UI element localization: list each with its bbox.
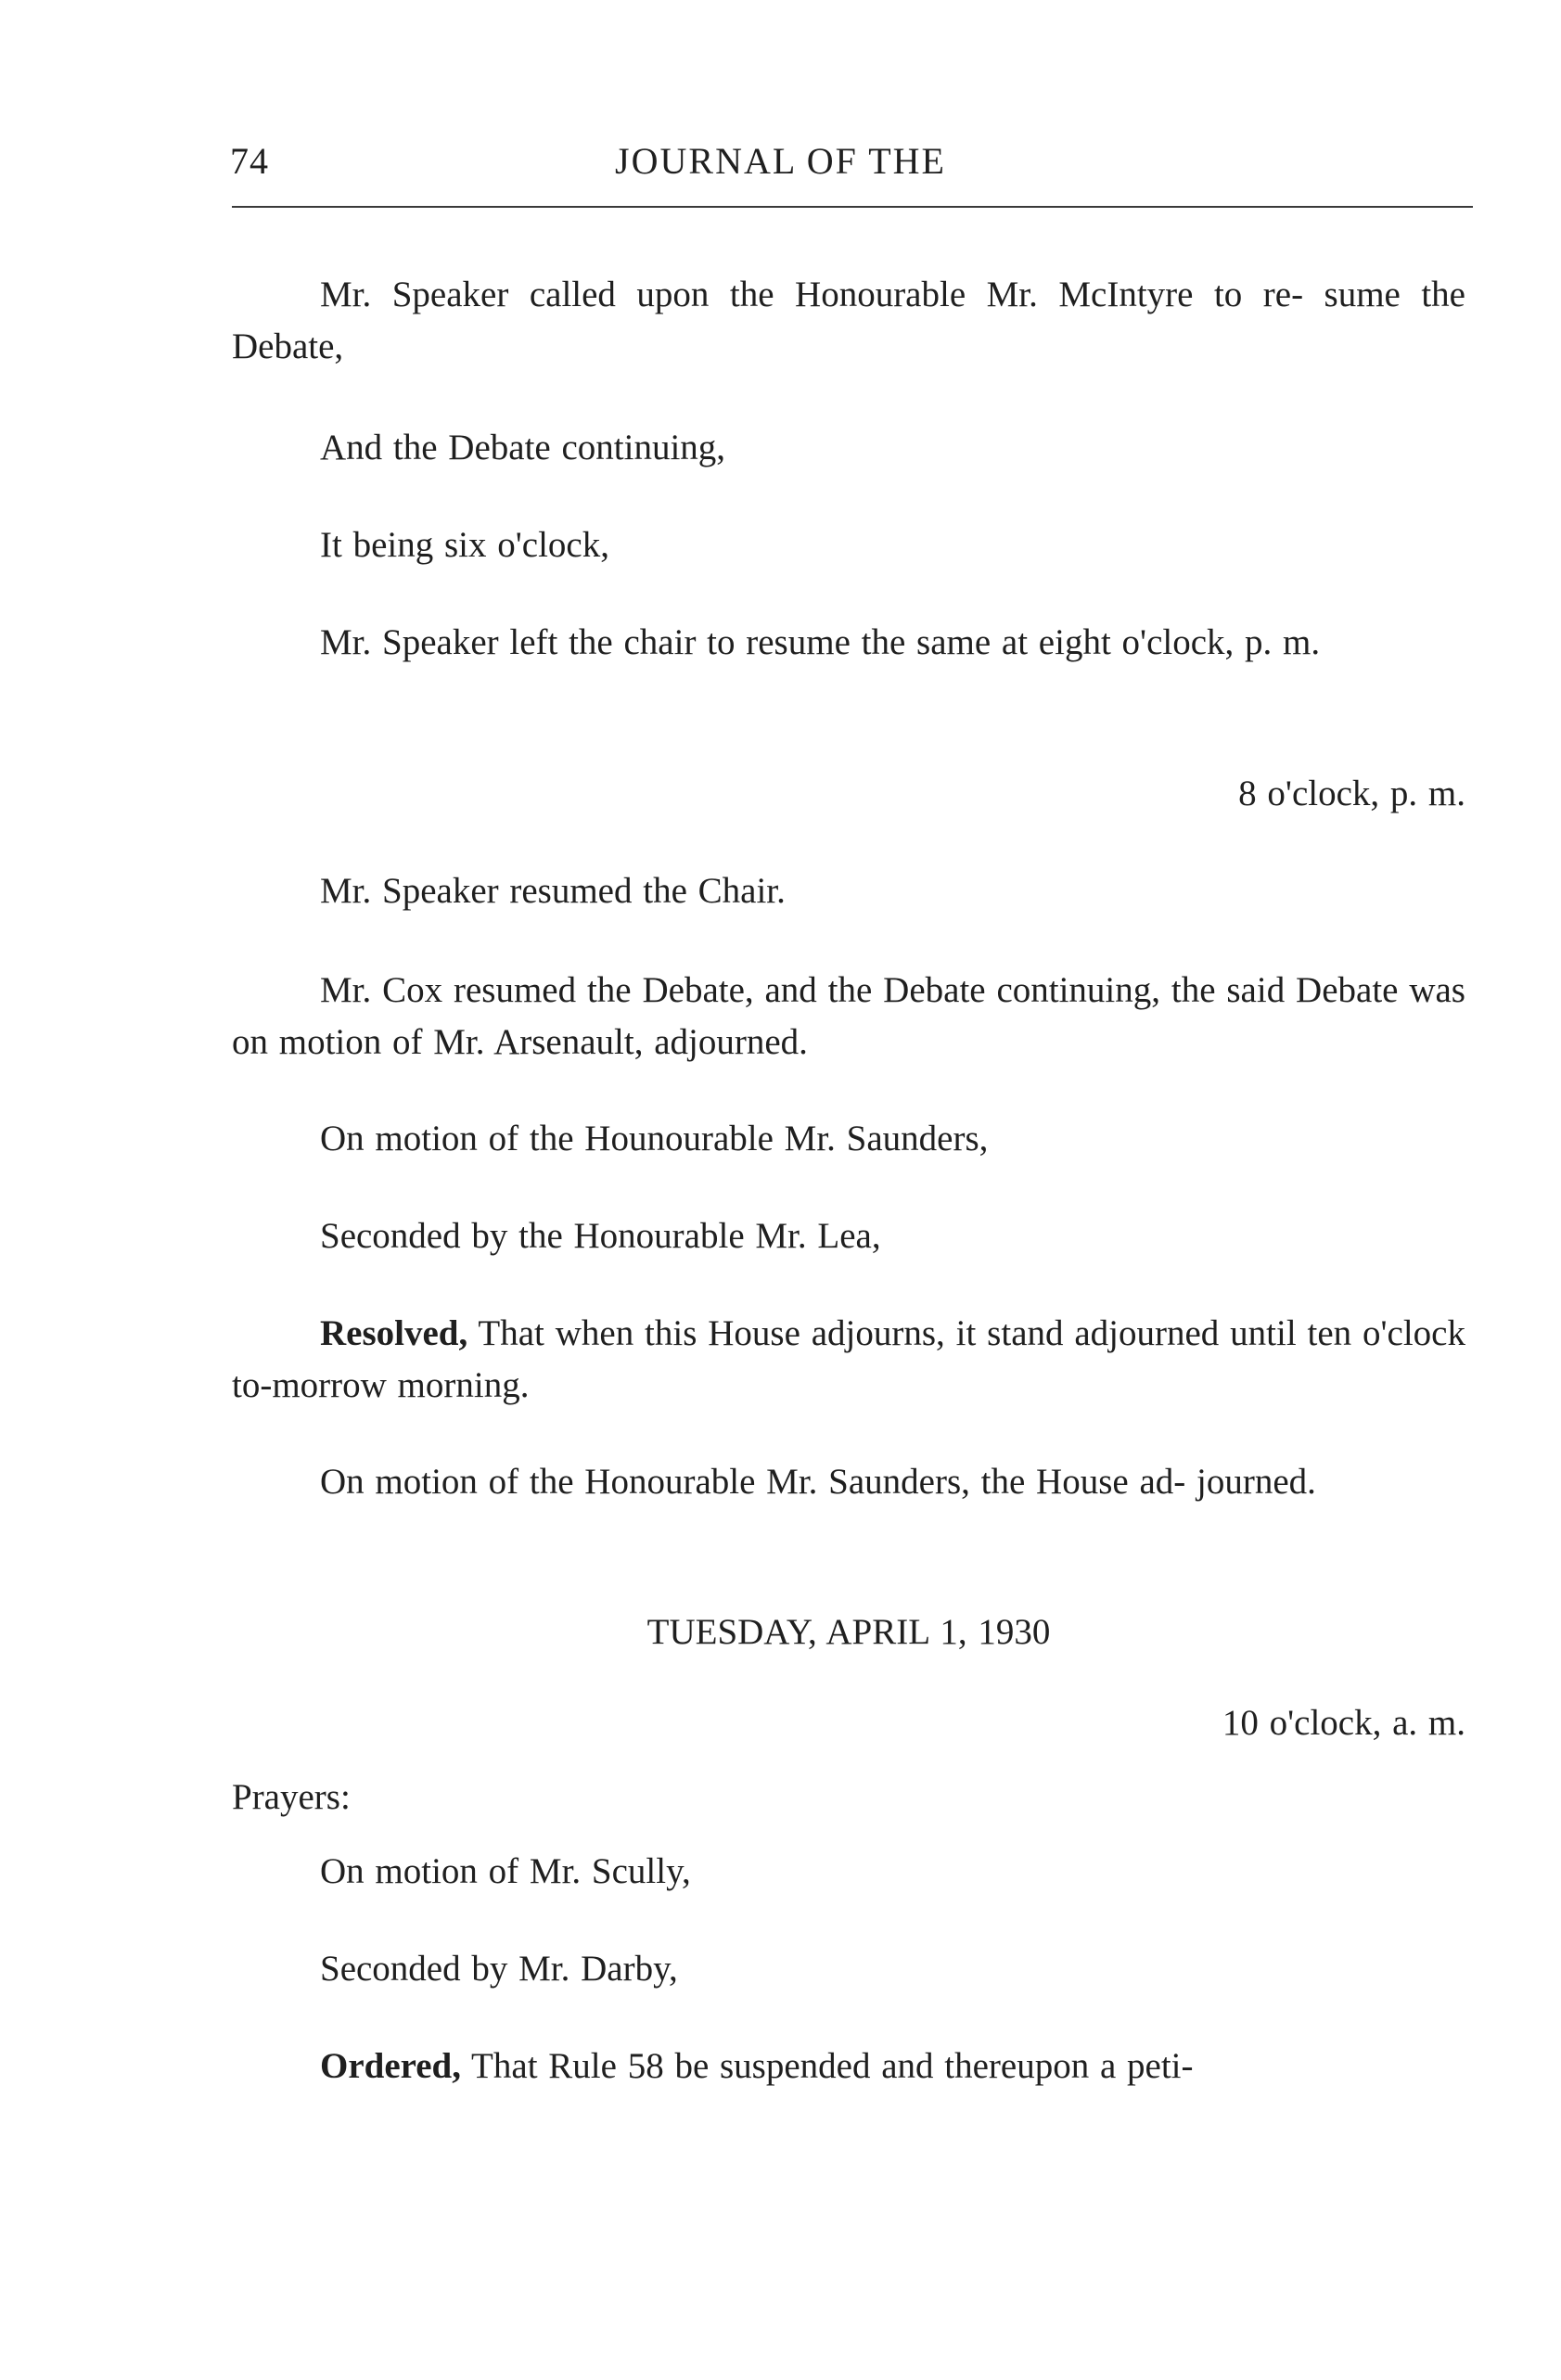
- paragraph-ordered: [232, 2041, 1465, 2092]
- resolved-label: Resolved,: [320, 1313, 468, 1353]
- paragraph-motion-saunders: On motion of the Hounourable Mr. Saunders,: [320, 1119, 989, 1158]
- time-eight-pm: 8 o'clock, p. m.: [1238, 774, 1465, 813]
- paragraph-speaker-resumed: Mr. Speaker resumed the Chair.: [320, 871, 786, 911]
- time-ten-am: 10 o'clock, a. m.: [1222, 1703, 1465, 1743]
- paragraph-motion-scully: On motion of Mr. Scully,: [320, 1851, 691, 1891]
- ordered-text: That Rule 58 be suspended and thereupon a peti-: [461, 2046, 1194, 2086]
- resolved-text: That when this House adjourns, it stand adjourned until ten o'clock to-morrow morning.: [232, 1313, 1465, 1405]
- paragraph-house-adjourned: On motion of the Honourable Mr. Saunders, the House ad- journed.: [320, 1462, 1316, 1502]
- paragraph-six-oclock: It being six o'clock,: [320, 525, 609, 565]
- paragraph-seconded-darby: Seconded by Mr. Darby,: [320, 1949, 678, 1989]
- page-number: 74: [230, 140, 269, 182]
- ordered-label: Ordered,: [320, 2046, 462, 2086]
- paragraph-seconded-lea: Seconded by the Honourable Mr. Lea,: [320, 1216, 881, 1256]
- paragraph-cox-resumed: Mr. Cox resumed the Debate, and the Debate continuing, the said Debate was on motion of Mr. Arsenault, adjourned.: [232, 970, 1465, 1062]
- header-rule: [232, 206, 1473, 208]
- paragraph-text: Mr. Speaker called upon the Honourable Mr. McIntyre to re- sume the Debate,: [232, 275, 1465, 366]
- paragraph-resolved: [232, 1308, 1465, 1412]
- running-title: JOURNAL OF THE: [615, 140, 946, 182]
- paragraph-speaker-calls-mcintyre: [232, 269, 1465, 373]
- prayers-label: Prayers:: [232, 1777, 351, 1817]
- date-heading: TUESDAY, APRIL 1, 1930: [646, 1612, 1051, 1652]
- paragraph-debate-continuing: And the Debate continuing,: [320, 428, 726, 467]
- paragraph-speaker-left-chair: Mr. Speaker left the chair to resume the same at eight o'clock, p. m.: [320, 622, 1321, 662]
